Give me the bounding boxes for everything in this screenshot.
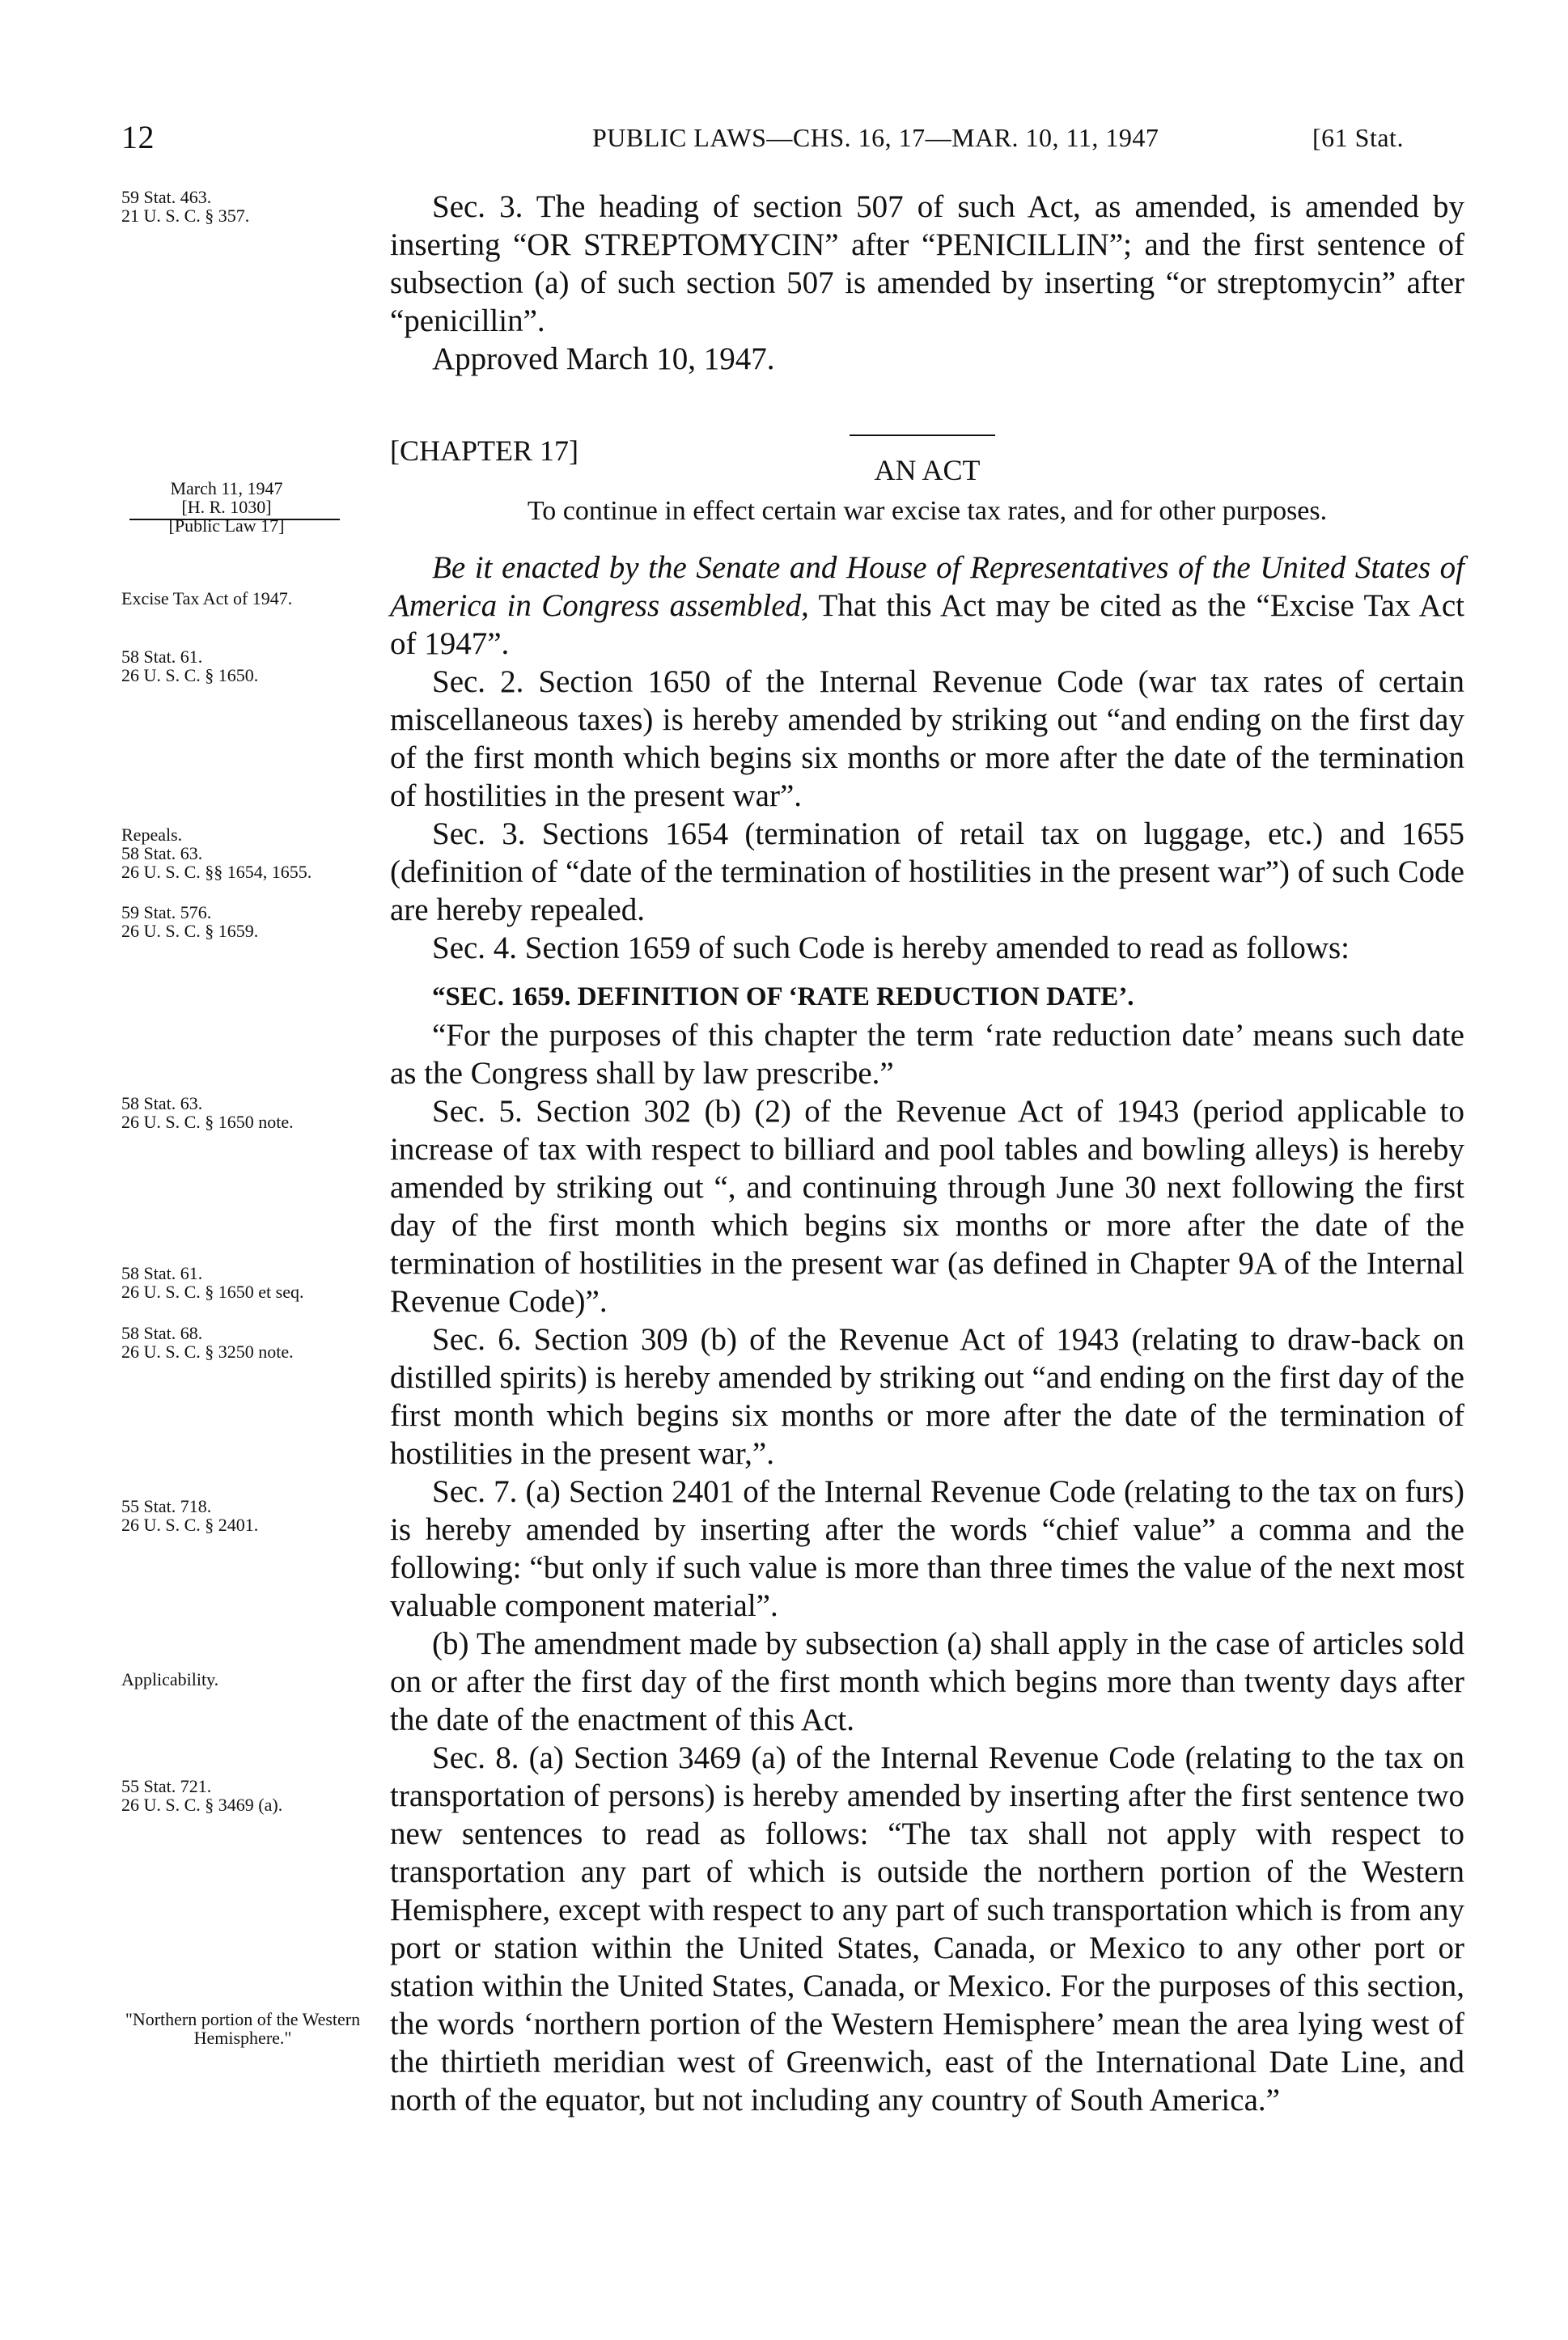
section-1659-body: “For the purposes of this chapter the term ‘rate reduction date’ means such date as the Congress shall by law prescribe.”: [390, 1018, 1464, 1091]
sidenote-short-title: Excise Tax Act of 1947.: [121, 588, 293, 608]
sidenote-rule: [129, 519, 340, 520]
act-rule: [850, 435, 995, 436]
sidenote-55-stat-718: 55 Stat. 718. 26 U. S. C. § 2401.: [121, 1496, 259, 1535]
act-body: [390, 549, 1464, 2119]
approved-date: Approved March 10, 1947.: [432, 341, 775, 376]
section-5: Sec. 5. Section 302 (b) (2) of the Revenue Act of 1943 (period applicable to increase of tax with respect to billiard and pool tables and bowling alleys) is hereby amended by striking out “, and continuing through June 30 next following the first day of the first month which begins six months or more after the date of the termination of hostilities in the present war (as defined in Chapter 9A of the Internal Revenue Code)”.: [390, 1094, 1464, 1319]
section-2: Sec. 2. Section 1650 of the Internal Revenue Code (war tax rates of certain miscellaneous taxes) is hereby amended by striking out “and ending on the first day of the first month which begins six months or more after the date of the termination of hostilities in the present war”.: [390, 664, 1464, 813]
section-4: Sec. 4. Section 1659 of such Code is hereby amended to read as follows:: [432, 930, 1350, 965]
section-6: Sec. 6. Section 309 (b) of the Revenue Act of 1943 (relating to draw-back on distilled spirits) is hereby amended by striking out “and ending on the first day of the first month which begins six months or more after the date of the termination of hostilities in the present war,”.: [390, 1322, 1464, 1471]
sidenote-55-stat-721: 55 Stat. 721. 26 U. S. C. § 3469 (a).: [121, 1776, 283, 1815]
enacting-clause: Be it enacted by the Senate and House of Representatives of the United States of America in Congress assembled, That this Act may be cited as the “Excise Tax Act of 1947”.: [390, 550, 1464, 661]
sidenote-repeals: Repeals. 58 Stat. 63. 26 U. S. C. §§ 1654, 1655.: [121, 825, 312, 882]
section-7b: (b) The amendment made by subsection (a) shall apply in the case of articles sold on or after the first day of the first month which begins more than twenty days after the date of the enactment of this Act.: [390, 1626, 1464, 1737]
chapter-label: [CHAPTER 17]: [390, 435, 578, 467]
section-1659-heading: “SEC. 1659. DEFINITION OF ‘RATE REDUCTION DATE’.: [432, 982, 1134, 1011]
act-heading: AN ACT: [874, 454, 981, 486]
sidenote-59-stat-576: 59 Stat. 576. 26 U. S. C. § 1659.: [121, 902, 259, 941]
sidenote-59-stat-463: 59 Stat. 463. 21 U. S. C. § 357.: [121, 187, 250, 226]
page-number: 12: [121, 119, 155, 155]
sidenote-bill-info: March 11, 1947 [H. R. 1030] [Public Law 17]: [168, 478, 285, 536]
sidenote-northern-portion: "Northern portion of the Western Hemisphere.": [125, 2009, 361, 2048]
sidenote-58-stat-61: 58 Stat. 61. 26 U. S. C. § 1650.: [121, 646, 259, 685]
act-purpose: To continue in effect certain war excise tax rates, and for other purposes.: [527, 496, 1328, 526]
statute-reference: [61 Stat.: [1312, 123, 1404, 152]
section-7a: Sec. 7. (a) Section 2401 of the Internal Revenue Code (relating to the tax on furs) is hereby amended by inserting after the words “chief value” a comma and the following: “but only if such value is more than three times the value of the next most valuable component material”.: [390, 1474, 1464, 1623]
section-8: Sec. 8. (a) Section 3469 (a) of the Internal Revenue Code (relating to the tax on transportation of persons) is hereby amended by inserting after the first sentence two new sentences to read as follows: “The tax shall not apply with respect to transportation any part of which is outside the northern portion of the Western Hemisphere, except with respect to any part of such transportation which is from any port or station within the United States, Canada, or Mexico to any other port or station within the United States, Canada, or Mexico. For the purposes of this section, the words ‘northern portion of the Western Hemisphere’ mean the area lying west of the thirtieth meridian west of Greenwich, east of the International Date Line, and north of the equator, but not including any country of South America.”: [390, 1740, 1464, 2117]
sidenote-58-stat-61-et-seq: 58 Stat. 61. 26 U. S. C. § 1650 et seq.: [121, 1263, 304, 1302]
sidenote-applicability: Applicability.: [121, 1669, 219, 1689]
running-title: PUBLIC LAWS—CHS. 16, 17—MAR. 10, 11, 1947: [592, 123, 1159, 152]
section-3-amendment: Sec. 3. The heading of section 507 of such Act, as amended, is amended by inserting “OR STREPTOMYCIN” after “PENICILLIN”; and the first sentence of subsection (a) of such section 507 is amended by inserting “or streptomycin” after “penicillin”. Approved March 10, 1947.: [390, 189, 1464, 376]
section-3-repeals: Sec. 3. Sections 1654 (termination of retail tax on luggage, etc.) and 1655 (definition of “date of the termination of hostilities in the present war”) of such Code are hereby repealed.: [390, 816, 1464, 927]
sidenote-58-stat-68: 58 Stat. 68. 26 U. S. C. § 3250 note.: [121, 1323, 294, 1362]
sidenote-58-stat-63: 58 Stat. 63. 26 U. S. C. § 1650 note.: [121, 1093, 294, 1132]
